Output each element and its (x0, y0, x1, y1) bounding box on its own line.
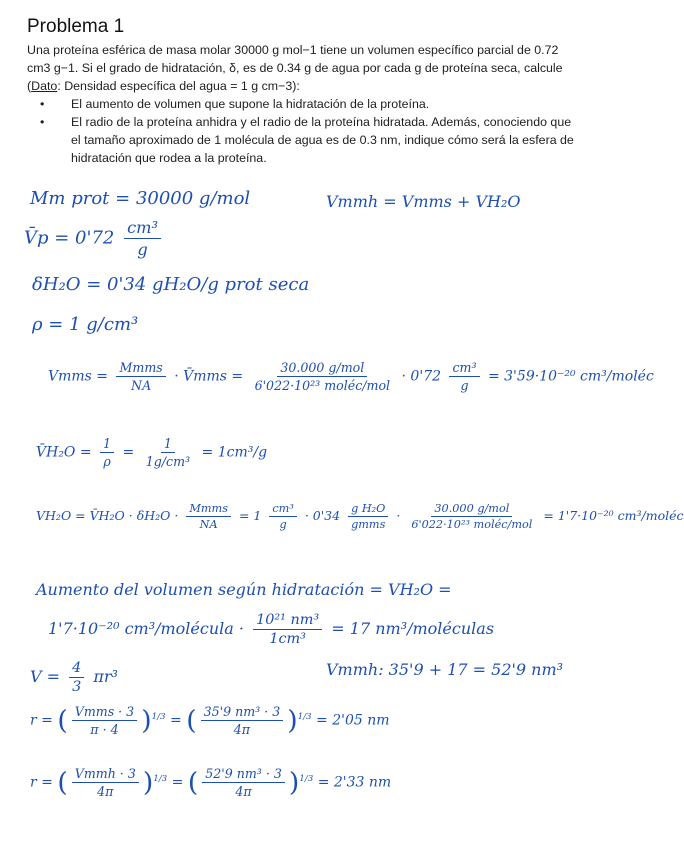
task-list (27, 95, 575, 167)
fraction: $\frac{1}{\text{1g/cm³}}$ (145, 436, 191, 469)
task-text: El aumento de volumen que supone la hidratación de la proteína. (71, 97, 430, 111)
bullet-icon: • (40, 115, 45, 129)
hw-radius-hydrated: r = ( $\frac{\text{Vmmh · 3}}{4\pi}$ )$^{1/3}$ = ( $\frac{\text{52'9 nm³ · 3}}{4\pi}$ )$^{1/3}$ = 2'33 nm (30, 766, 392, 799)
fraction: $\frac{\text{Mmms}}{NA}$ (116, 360, 165, 393)
fraction: $\frac{\text{52'9 nm³ · 3}}{4\pi}$ (202, 766, 285, 799)
statement-main: Una proteína esférica de masa molar 30000 g mol−1 tiene un volumen específico parcial de 0.72 cm3 g−1. Si el grado de hidratación, δ, es de 0.34 g de agua por cada g de proteína seca, calcule ( (27, 43, 563, 93)
fraction: $\frac{\text{cm³}}{g}$ (124, 218, 161, 259)
hw-hydration-degree: δH₂O = 0'34 gH₂O/g prot seca (32, 274, 310, 295)
task-item (27, 95, 575, 113)
task-text: El radio de la proteína anhidra y el radio de la proteína hidratada. Además, conociendo que el tamaño aproximado de 1 molécula de agua es de 0.3 nm, indique cómo será la esfera de hidratación que rodea a la proteína. (71, 115, 574, 165)
hw-density: ρ = 1 g/cm³ (32, 314, 139, 335)
dato-label: Dato (31, 79, 58, 93)
hw-vmmh-value: Vmmh: 35'9 + 17 = 52'9 nm³ (326, 660, 564, 679)
hw-radius-anhydrous: r = ( $\frac{\text{Vmms · 3}}{\pi \cdot 4}$ )$^{1/3}$ = ( $\frac{\text{35'9 nm³ · 3}}{4\pi}$ )$^{1/3}$ = 2'05 nm (30, 704, 390, 737)
fraction: $\frac{4}{3}$ (69, 660, 84, 695)
hw-unit-conversion: 1'7·10⁻²⁰ cm³/molécula · $\frac{\text{10²¹ nm³}}{\text{1cm³}}$ = 17 nm³/moléculas (48, 612, 495, 647)
hw-vmmh-equation: Vmmh = Vmms + VH₂O (326, 192, 521, 211)
problem-title: Problema 1 (27, 16, 125, 37)
fraction: $\frac{\text{35'9 nm³ · 3}}{4\pi}$ (201, 704, 284, 737)
hw-water-volume-calc: VH₂O = V̄H₂O · δH₂O · $\frac{\text{Mmms}}{NA}$ = 1 $\frac{\text{cm³}}{g}$ · 0'34 $\frac{\text{g H₂O}}{\text{gmms}}$ · $\frac{\text{30.000 g/mol}}{\text{6'022·10²³ moléc/mol}}$ = 1'7·10⁻²⁰ cm³/moléc (36, 502, 684, 531)
problem-statement (27, 41, 575, 95)
fraction: $\frac{\text{10²¹ nm³}}{\text{1cm³}}$ (253, 612, 322, 647)
dato-text: : Densidad específica del agua = 1 g cm−3): (57, 79, 300, 93)
bullet-icon: • (40, 97, 45, 111)
hw-sphere-volume: V = $\frac{4}{3}$ πr³ (30, 660, 118, 695)
fraction: $\frac{\text{g H₂O}}{\text{gmms}}$ (348, 502, 388, 531)
hw-specific-volume: V̄p = 0'72 $\frac{\text{cm³}}{g}$ (24, 218, 165, 259)
hw-water-specific-volume: V̄H₂O = $\frac{1}{\rho}$ = $\frac{1}{\text{1g/cm³}}$ = 1cm³/g (36, 436, 268, 469)
fraction: $\frac{1}{\rho}$ (100, 436, 114, 469)
hw-volume-increase: Aumento del volumen según hidratación = VH₂O = (36, 580, 452, 599)
fraction: $\frac{\text{cm³}}{g}$ (449, 360, 479, 393)
fraction: $\frac{\text{Mmms}}{NA}$ (186, 502, 231, 531)
fraction: $\frac{\text{30.000 g/mol}}{\text{6'022·10²³ moléc/mol}}$ (411, 502, 533, 531)
hw-vmms-calc: Vmms = $\frac{\text{Mmms}}{NA}$ · V̄mms = $\frac{\text{30.000 g/mol}}{\text{6'022·10²³ moléc/mol}}$ · 0'72 $\frac{\text{cm³}}{g}$ = 3'59·10⁻²⁰ cm³/moléc (48, 360, 654, 393)
hw-molar-mass: Mm prot = 30000 g/mol (30, 188, 251, 209)
task-item (27, 113, 575, 167)
fraction: $\frac{\text{30.000 g/mol}}{\text{6'022·10²³ moléc/mol}}$ (254, 360, 391, 393)
fraction: $\frac{\text{Vmms · 3}}{\pi \cdot 4}$ (72, 704, 137, 737)
fraction: $\frac{\text{Vmmh · 3}}{4\pi}$ (72, 766, 139, 799)
fraction: $\frac{\text{cm³}}{g}$ (269, 502, 296, 531)
